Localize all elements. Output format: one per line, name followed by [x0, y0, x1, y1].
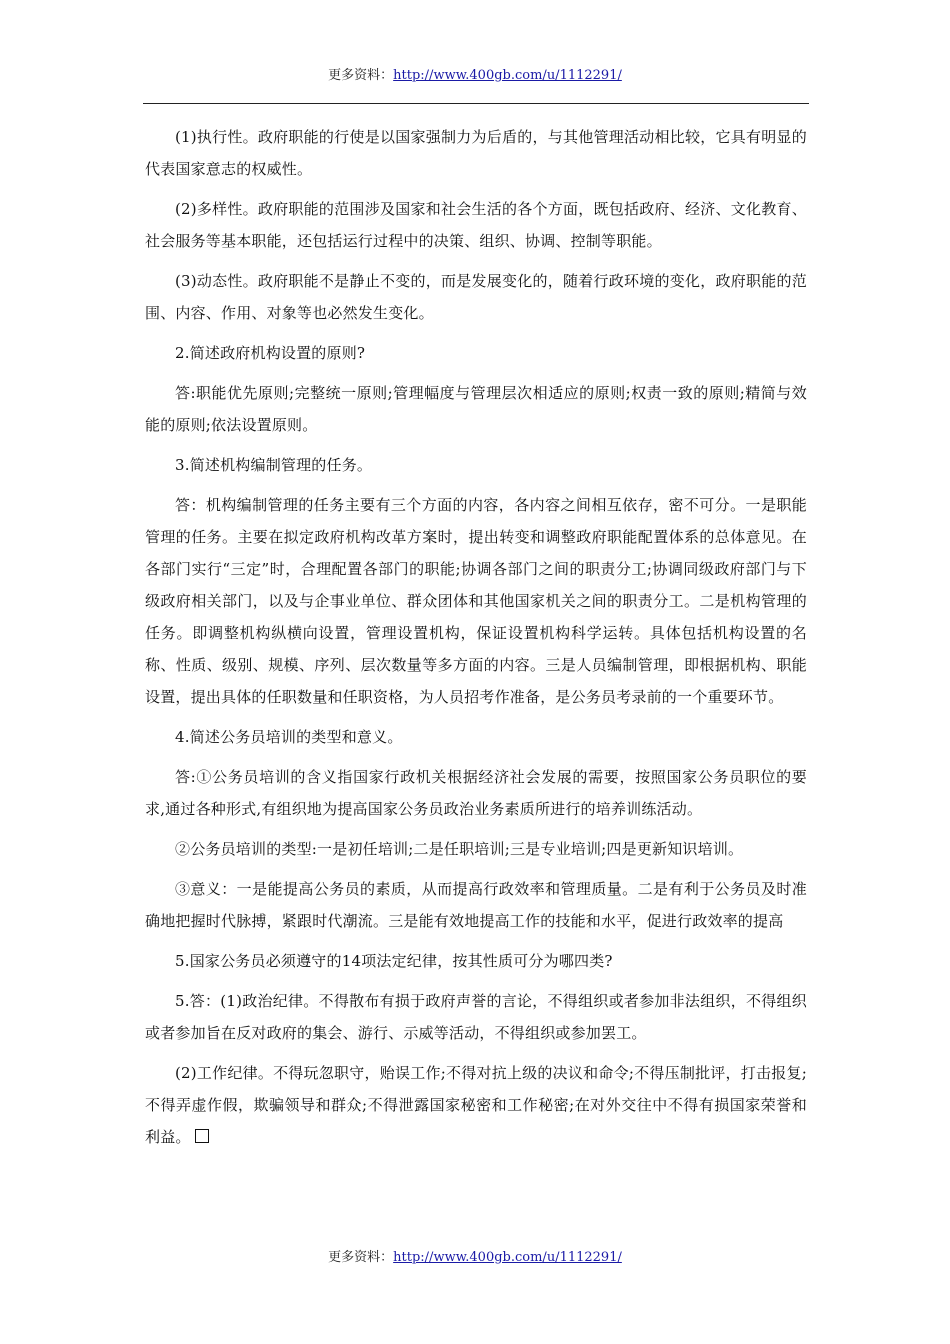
answer-2: 答:职能优先原则;完整统一原则;管理幅度与管理层次相适应的原则;权责一致的原则;精简与效能的原则;依法设置原则。	[145, 384, 807, 434]
question-3: 3.简述机构编制管理的任务。	[175, 456, 373, 474]
question-2: 2.简述政府机构设置的原则?	[175, 344, 366, 362]
page-footer	[0, 1246, 950, 1265]
document-body	[145, 121, 807, 1153]
answer-4-meaning: 答:①公务员培训的含义指国家行政机关根据经济社会发展的需要，按照国家公务员职位的要求,通过各种形式,有组织地为提高国家公务员政治业务素质所进行的培养训练活动。	[145, 768, 807, 818]
footer-prefix: 更多资料：	[328, 1250, 394, 1265]
footer-link[interactable]: http://www.400gb.com/u/1112291/	[393, 1250, 622, 1265]
header-link[interactable]: http://www.400gb.com/u/1112291/	[393, 68, 622, 83]
paragraph-diversity: (2)多样性。政府职能的范围涉及国家和社会生活的各个方面，既包括政府、经济、文化教育、社会服务等基本职能，还包括运行过程中的决策、组织、协调、控制等职能。	[145, 200, 807, 250]
answer-4-types: ②公务员培训的类型:一是初任培训;二是任职培训;三是专业培训;四是更新知识培训。	[175, 840, 744, 858]
paragraph-executive: (1)执行性。政府职能的行使是以国家强制力为后盾的，与其他管理活动相比较，它具有明显的代表国家意志的权威性。	[145, 128, 807, 178]
paragraph-dynamic: (3)动态性。政府职能不是静止不变的，而是发展变化的，随着行政环境的变化，政府职能的范围、内容、作用、对象等也必然发生变化。	[145, 272, 807, 322]
question-5: 5.国家公务员必须遵守的14项法定纪律，按其性质可分为哪四类?	[175, 952, 613, 970]
page-header	[0, 64, 950, 83]
answer-4-significance: ③意义：一是能提高公务员的素质，从而提高行政效率和管理质量。二是有利于公务员及时准确地把握时代脉搏，紧跟时代潮流。三是能有效地提高工作的技能和水平，促进行政效率的提高	[145, 880, 807, 930]
end-box-icon	[195, 1129, 209, 1143]
answer-5-work-text: (2)工作纪律。不得玩忽职守，贻误工作;不得对抗上级的决议和命令;不得压制批评，打击报复;不得弄虚作假，欺骗领导和群众;不得泄露国家秘密和工作秘密;在对外交往中不得有损国家荣誉和利益。	[145, 1064, 807, 1146]
answer-5-political: 5.答：(1)政治纪律。不得散布有损于政府声誉的言论，不得组织或者参加非法组织，不得组织或者参加旨在反对政府的集会、游行、示威等活动，不得组织或参加罢工。	[145, 992, 807, 1042]
question-4: 4.简述公务员培训的类型和意义。	[175, 728, 403, 746]
header-prefix: 更多资料：	[328, 68, 394, 83]
answer-3: 答：机构编制管理的任务主要有三个方面的内容，各内容之间相互依存，密不可分。一是职能管理的任务。主要在拟定政府机构改革方案时，提出转变和调整政府职能配置体系的总体意见。在各部门实行“三定”时，合理配置各部门的职能;协调各部门之间的职责分工;协调同级政府部门与下级政府相关部门，以及与企事业单位、群众团体和其他国家机关之间的职责分工。二是机构管理的任务。即调整机构纵横向设置，管理设置机构，保证设置机构科学运转。具体包括机构设置的名称、性质、级别、规模、序列、层次数量等多方面的内容。三是人员编制管理，即根据机构、职能设置，提出具体的任职数量和任职资格，为人员招考作准备，是公务员考录前的一个重要环节。	[145, 496, 807, 706]
answer-5-work	[145, 1057, 807, 1153]
header-divider	[143, 103, 809, 104]
